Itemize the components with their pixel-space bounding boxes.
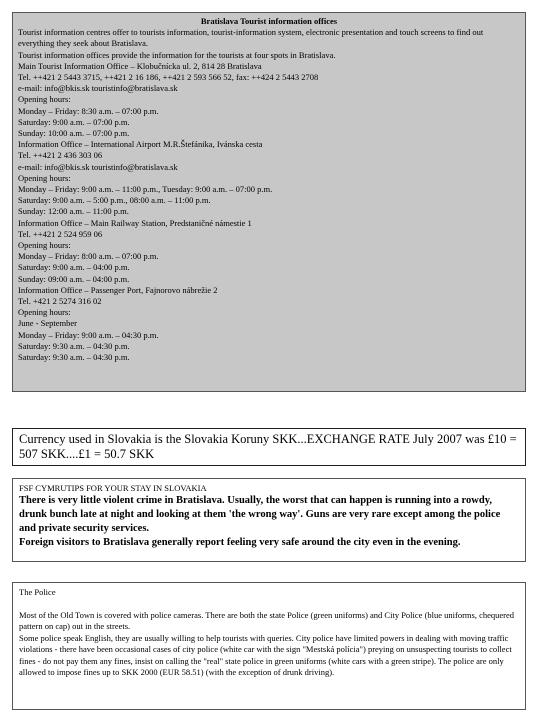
info-line: Saturday: 9:30 a.m. – 04:30 p.m. — [18, 340, 130, 351]
safety-paragraph-1: There is very little violent crime in Bratislava. Usually, the worst that can happen is running into a rowdy, drunk bunch late at night and looking at them 'the wrong way'. Guns are very rare except among the police and private security services. — [19, 495, 501, 534]
info-line: Monday – Friday: 9:00 a.m. – 04:30 p.m. — [18, 329, 159, 340]
police-heading: The Police — [19, 587, 56, 597]
info-line: Tel. ++421 2 5443 3715, ++421 2 16 186, ++421 2 593 566 52, fax: ++424 2 5443 2708 — [18, 72, 319, 83]
info-line: Monday – Friday: 8:00 a.m. – 07:00 p.m. — [18, 251, 159, 262]
info-line: Opening hours: — [18, 172, 71, 183]
info-line: Monday – Friday: 8:30 a.m. – 07:00 p.m. — [18, 105, 159, 116]
info-line: Information Office – Main Railway Station, Predstaničné námestie 1 — [18, 217, 252, 228]
police-box — [12, 582, 526, 710]
info-line: Saturday: 9:00 a.m. – 5:00 p.m., 08:00 a.m. – 11:00 p.m. — [18, 195, 211, 206]
currency-box — [12, 428, 526, 466]
info-line: Tel. ++421 2 524 959 06 — [18, 228, 103, 239]
info-lines — [18, 50, 520, 364]
info-line: e-mail: info@bkis.sk touristinfo@bratislava.sk — [18, 83, 178, 94]
info-line: Main Tourist Information Office – Klobučnícka ul. 2, 814 28 Bratislava — [18, 60, 262, 71]
info-line: Information Office – International Airport M.R.Štefánika, Ivánska cesta — [18, 139, 263, 150]
info-line: June - September — [18, 318, 78, 329]
info-title: Bratislava Tourist information offices — [200, 16, 338, 26]
police-paragraph-2: Some police speak English, they are usually willing to help tourists with queries. City police have limited powers in dealing with moving traffic violations - there have been occasional cases of city police (white car with the sign "Mestská polícia") preying on unsuspecting tourists to collect fines - do not pay them any fines, insist on calling the "real" state police in green uniforms (white cars with a green stripe). The police are only allowed to impose fines up to SKK 2000 (EUR 58.51) (with the exception of drunk driving). — [19, 632, 512, 677]
info-line: Opening hours: — [18, 94, 71, 105]
info-line: Saturday: 9:00 a.m. – 07:00 p.m. — [18, 116, 130, 127]
info-line: Tel. +421 2 5274 316 02 — [18, 296, 102, 307]
currency-text: Currency used in Slovakia is the Slovakia Koruny SKK...EXCHANGE RATE July 2007 was £10 = 507 SKK....£1 = 50.7 SKK — [19, 432, 517, 461]
info-line: Saturday: 9:30 a.m. – 04:30 p.m. — [18, 352, 130, 363]
info-line: Sunday: 09:00 a.m. – 04:00 p.m. — [18, 273, 130, 284]
safety-heading: FSF CYMRUTIPS FOR YOUR STAY IN SLOVAKIA — [19, 483, 207, 493]
police-paragraph-1: Most of the Old Town is covered with police cameras. There are both the state Police (green uniforms) and City Police (blue uniforms, chequered pattern on cap) out in the streets. — [19, 609, 515, 631]
safety-tips-box — [12, 478, 526, 562]
info-line: Opening hours: — [18, 240, 71, 251]
info-line: Opening hours: — [18, 307, 71, 318]
info-line: Information Office – Passenger Port, Fajnorovo nábrežie 2 — [18, 284, 218, 295]
info-line: Tourist information offices provide the information for the tourists at four spots in Bratislava. — [18, 49, 336, 60]
info-intro: Tourist information centres offer to tourists information, tourist-information system, electronic presentation and touch screens to find out everything they seek about Bratislava. — [18, 27, 484, 49]
info-line: Tel. ++421 2 436 303 06 — [18, 150, 103, 161]
info-line: Sunday: 12:00 a.m. – 11:00 p.m. — [18, 206, 129, 217]
info-line: e-mail: info@bkis.sk touristinfo@bratislava.sk — [18, 161, 178, 172]
safety-paragraph-2: Foreign visitors to Bratislava generally report feeling very safe around the city even in the evening. — [19, 537, 461, 548]
tourist-info-box — [12, 12, 526, 392]
info-line: Saturday: 9:00 a.m. – 04:00 p.m. — [18, 262, 130, 273]
info-line: Sunday: 10:00 a.m. – 07:00 p.m. — [18, 128, 130, 139]
info-line: Monday – Friday: 9:00 a.m. – 11:00 p.m., Tuesday: 9:00 a.m. – 07:00 p.m. — [18, 184, 273, 195]
